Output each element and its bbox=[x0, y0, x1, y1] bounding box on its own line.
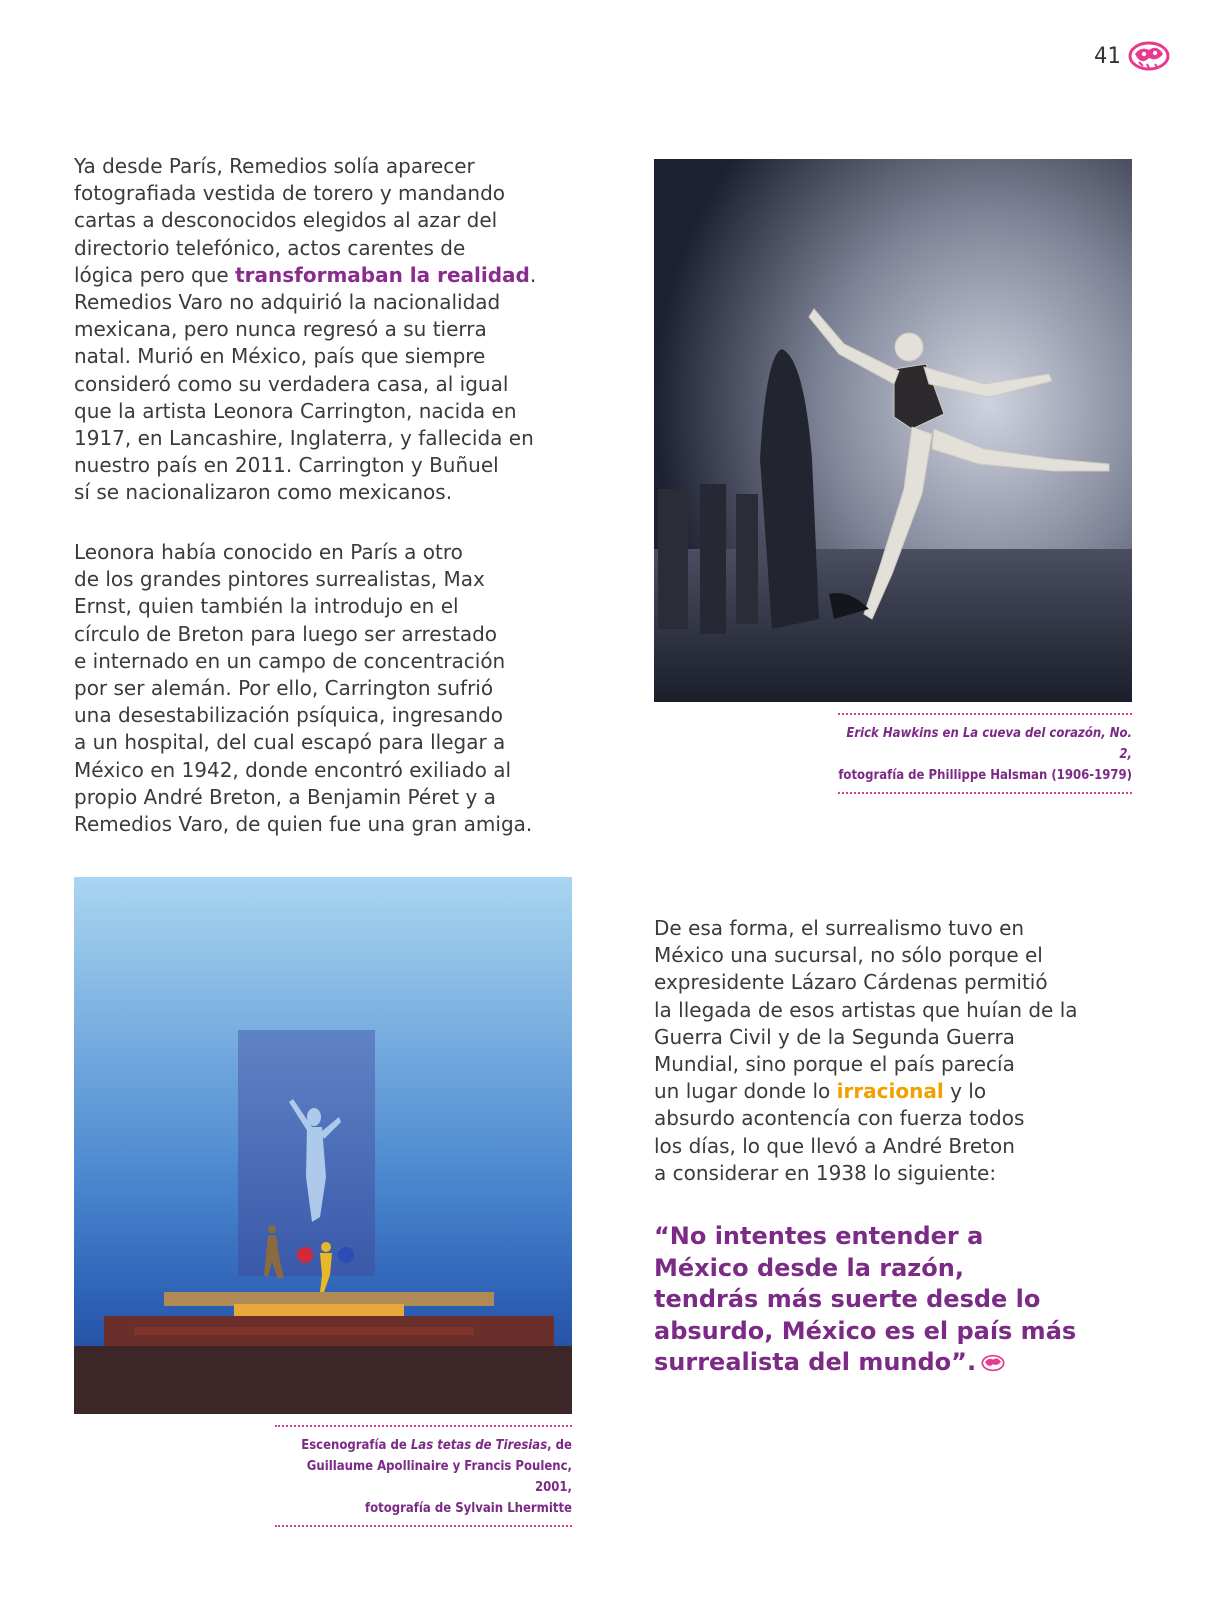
text-line: absurdo acontencía con fuerza todos bbox=[654, 1106, 1025, 1131]
text-segment: un lugar donde lo bbox=[654, 1079, 837, 1104]
highlight-phrase: transformaban la realidad bbox=[235, 262, 530, 287]
text-line: a un hospital, del cual escapó para llegar a bbox=[74, 730, 506, 755]
text-line: por ser alemán. Por ello, Carrington sufrió bbox=[74, 676, 494, 701]
paragraph-remedios-varo bbox=[74, 153, 536, 507]
text-line: natal. Murió en México, país que siempre bbox=[74, 344, 486, 369]
text-line: e internado en un campo de concentración bbox=[74, 648, 506, 673]
quote-line: tendrás más suerte desde lo bbox=[654, 1285, 1041, 1313]
caption-work-title: Las tetas de Tiresias bbox=[410, 1438, 548, 1453]
dancer-photo bbox=[654, 159, 1132, 702]
text-line: cartas a desconocidos elegidos al azar del bbox=[74, 208, 498, 233]
text-line: fotografiada vestida de torero y mandando bbox=[74, 181, 506, 206]
text-line: expresidente Lázaro Cárdenas permitió bbox=[654, 970, 1048, 995]
breton-quote bbox=[654, 1221, 1076, 1379]
text-line: consideró como su verdadera casa, al igual bbox=[74, 371, 509, 396]
text-line: 1917, en Lancashire, Inglaterra, y fallecida en bbox=[74, 426, 534, 451]
text-line bbox=[654, 1078, 1078, 1105]
text-line bbox=[74, 262, 536, 289]
quote-line: “No intentes entender a bbox=[654, 1222, 984, 1250]
text-line: mexicana, pero nunca regresó a su tierra bbox=[74, 317, 487, 342]
stage-set-photo-image bbox=[74, 877, 572, 1414]
logo-icon bbox=[1127, 40, 1171, 72]
stage-set-photo bbox=[74, 877, 572, 1414]
text-line: Guerra Civil y de la Segunda Guerra bbox=[654, 1024, 1015, 1049]
quote-punct: . bbox=[966, 1348, 977, 1376]
text-line: Ya desde París, Remedios solía aparecer bbox=[74, 154, 475, 178]
paragraph-surrealismo-mexico bbox=[654, 915, 1078, 1187]
page-number: 41 bbox=[1094, 44, 1121, 69]
quote-line bbox=[654, 1347, 1076, 1379]
text-line: México una sucursal, no sólo porque el bbox=[654, 943, 1043, 968]
text-line: la llegada de esos artistas que huían de la bbox=[654, 997, 1078, 1022]
quote-line: absurdo, México es el país más bbox=[654, 1316, 1077, 1345]
text-line: De esa forma, el surrealismo tuvo en bbox=[654, 916, 1025, 940]
stage-photo-caption bbox=[275, 1425, 572, 1527]
quote-segment: surrealista del mundo” bbox=[654, 1348, 967, 1376]
text-line: sí se nacionalizaron como mexicanos. bbox=[74, 480, 453, 505]
paragraph-leonora-carrington bbox=[74, 539, 532, 838]
text-line: a considerar en 1938 lo siguiente: bbox=[654, 1160, 997, 1185]
text-line: que la artista Leonora Carrington, nacida en bbox=[74, 398, 517, 423]
text-line: nuestro país en 2011. Carrington y Buñuel bbox=[74, 453, 499, 478]
caption-line: fotografía de Sylvain Lhermitte bbox=[365, 1501, 572, 1516]
dancer-photo-caption bbox=[838, 713, 1132, 794]
text-line: Mundial, sino porque el país parecía bbox=[654, 1052, 1015, 1077]
caption-segment: , de bbox=[547, 1438, 572, 1453]
text-segment: lógica pero que bbox=[74, 262, 236, 287]
text-line: círculo de Breton para luego ser arrestado bbox=[74, 621, 498, 646]
highlight-word: irracional bbox=[836, 1079, 944, 1104]
dancer-photo-image bbox=[654, 159, 1132, 702]
text-line: los días, lo que llevó a André Breton bbox=[654, 1133, 1015, 1158]
caption-line: Erick Hawkins en La cueva del corazón, No. 2, bbox=[846, 726, 1132, 762]
text-line: México en 1942, donde encontró exiliado al bbox=[74, 757, 512, 782]
text-line: Remedios Varo no adquirió la nacionalidad bbox=[74, 290, 501, 315]
caption-segment: Escenografía de bbox=[301, 1438, 411, 1453]
text-line: Leonora había conocido en París a otro bbox=[74, 540, 463, 564]
text-segment: y lo bbox=[943, 1079, 987, 1104]
caption-line bbox=[275, 1435, 572, 1456]
text-line: de los grandes pintores surrealistas, Max bbox=[74, 567, 485, 592]
caption-line: Guillaume Apollinaire y Francis Poulenc, 2001, bbox=[306, 1459, 572, 1495]
text-line: directorio telefónico, actos carentes de bbox=[74, 235, 466, 260]
end-mark-logo-icon bbox=[980, 1354, 1006, 1372]
quote-line: México desde la razón, bbox=[654, 1253, 964, 1282]
text-line: propio André Breton, a Benjamin Péret y a bbox=[74, 784, 496, 809]
text-line: Ernst, quien también la introdujo en el bbox=[74, 594, 459, 619]
text-line: Remedios Varo, de quien fue una gran amiga. bbox=[74, 812, 533, 837]
caption-line: fotografía de Phillippe Halsman (1906-1979) bbox=[838, 768, 1132, 783]
text-line: una desestabilización psíquica, ingresando bbox=[74, 703, 504, 728]
text-segment: . bbox=[529, 262, 537, 287]
